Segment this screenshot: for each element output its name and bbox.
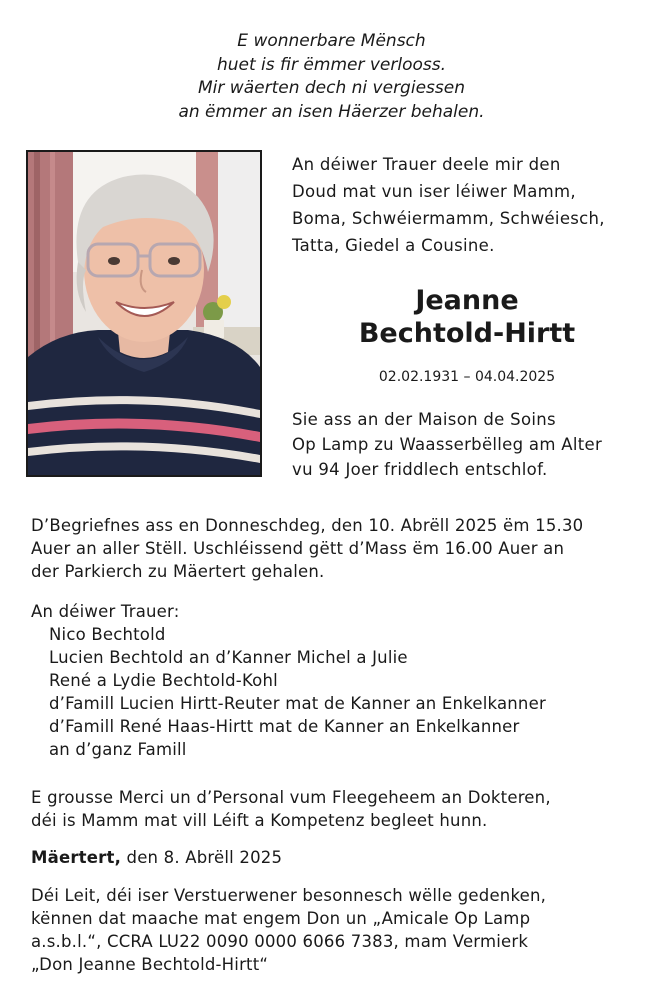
poem-line: huet is fir ëmmer verlooss. [216, 54, 447, 75]
mourner-name: René a Lydie Bechtold-Kohl [49, 671, 278, 690]
donation-line: kënnen dat maache mat engem Don un „Amicale Op Lamp [31, 909, 531, 928]
mourners-heading: An déiwer Trauer: [31, 602, 180, 621]
memorial-poem [0, 30, 663, 124]
funeral-line: D’Begriefnes ass en Donneschdeg, den 10. Abrëll 2025 ëm 15.30 [31, 516, 584, 535]
thanks-line: E grousse Merci un d’Personal vum Fleegeheem an Dokteren, [31, 788, 551, 807]
thanks-note [31, 786, 641, 832]
place-date [31, 846, 641, 869]
announcement-intro [292, 151, 642, 259]
poem-line: E wonnerbare Mënsch [237, 31, 426, 51]
mourner-name: d’Famill René Haas-Hirtt mat de Kanner an Enkelkanner [49, 717, 520, 736]
poem-line: an ëmmer an isen Häerzer behalen. [178, 101, 485, 122]
portrait-illustration [28, 152, 260, 475]
poem-line: Mir wäerten dech ni vergiessen [198, 78, 465, 98]
thanks-line: déi is Mamm mat vill Léift a Kompetenz begleet hunn. [31, 811, 488, 830]
intro-line: An déiwer Trauer deele mir den [292, 155, 561, 174]
mourner-name: an d’ganz Famill [49, 740, 187, 759]
portrait-photo [26, 150, 262, 477]
death-details [292, 407, 642, 482]
life-dates: 02.02.1931 – 04.04.2025 [378, 369, 556, 385]
donation-note [31, 884, 641, 976]
mourner-name: d’Famill Lucien Hirtt-Reuter mat de Kanner an Enkelkanner [49, 694, 546, 713]
funeral-line: Auer an aller Stëll. Uschléissend gëtt d’Mass ëm 16.00 Auer an [31, 539, 565, 558]
mourners-list [31, 600, 641, 761]
donation-line: Déi Leit, déi iser Verstuerwener besonnesch wëlle gedenken, [31, 886, 547, 905]
deceased-name [292, 284, 642, 350]
mourner-name: Nico Bechtold [49, 625, 166, 644]
donation-line: „Don Jeanne Bechtold-Hirtt“ [31, 955, 269, 974]
death-line: Sie ass an der Maison de Soins [292, 410, 556, 429]
donation-line: a.s.b.l.“, CCRA LU22 0090 0000 6066 7383, mam Vermierk [31, 932, 529, 951]
death-line: Op Lamp zu Waasserbëlleg am Alter [292, 435, 603, 454]
deceased-first-name: Jeanne [415, 285, 519, 316]
intro-line: Boma, Schwéiermamm, Schwéiesch, [292, 209, 605, 228]
mourner-name: Lucien Bechtold an d’Kanner Michel a Julie [49, 648, 408, 667]
funeral-line: der Parkierch zu Mäertert gehalen. [31, 562, 325, 581]
deceased-last-name: Bechtold-Hirtt [358, 318, 576, 349]
intro-line: Doud mat vun iser léiwer Mamm, [292, 182, 576, 201]
place-date-value: den 8. Abrëll 2025 [126, 848, 283, 867]
intro-line: Tatta, Giedel a Cousine. [292, 236, 495, 255]
funeral-details [31, 514, 641, 583]
death-line: vu 94 Joer friddlech entschlof. [292, 460, 548, 479]
place-town: Mäertert, [31, 848, 122, 867]
